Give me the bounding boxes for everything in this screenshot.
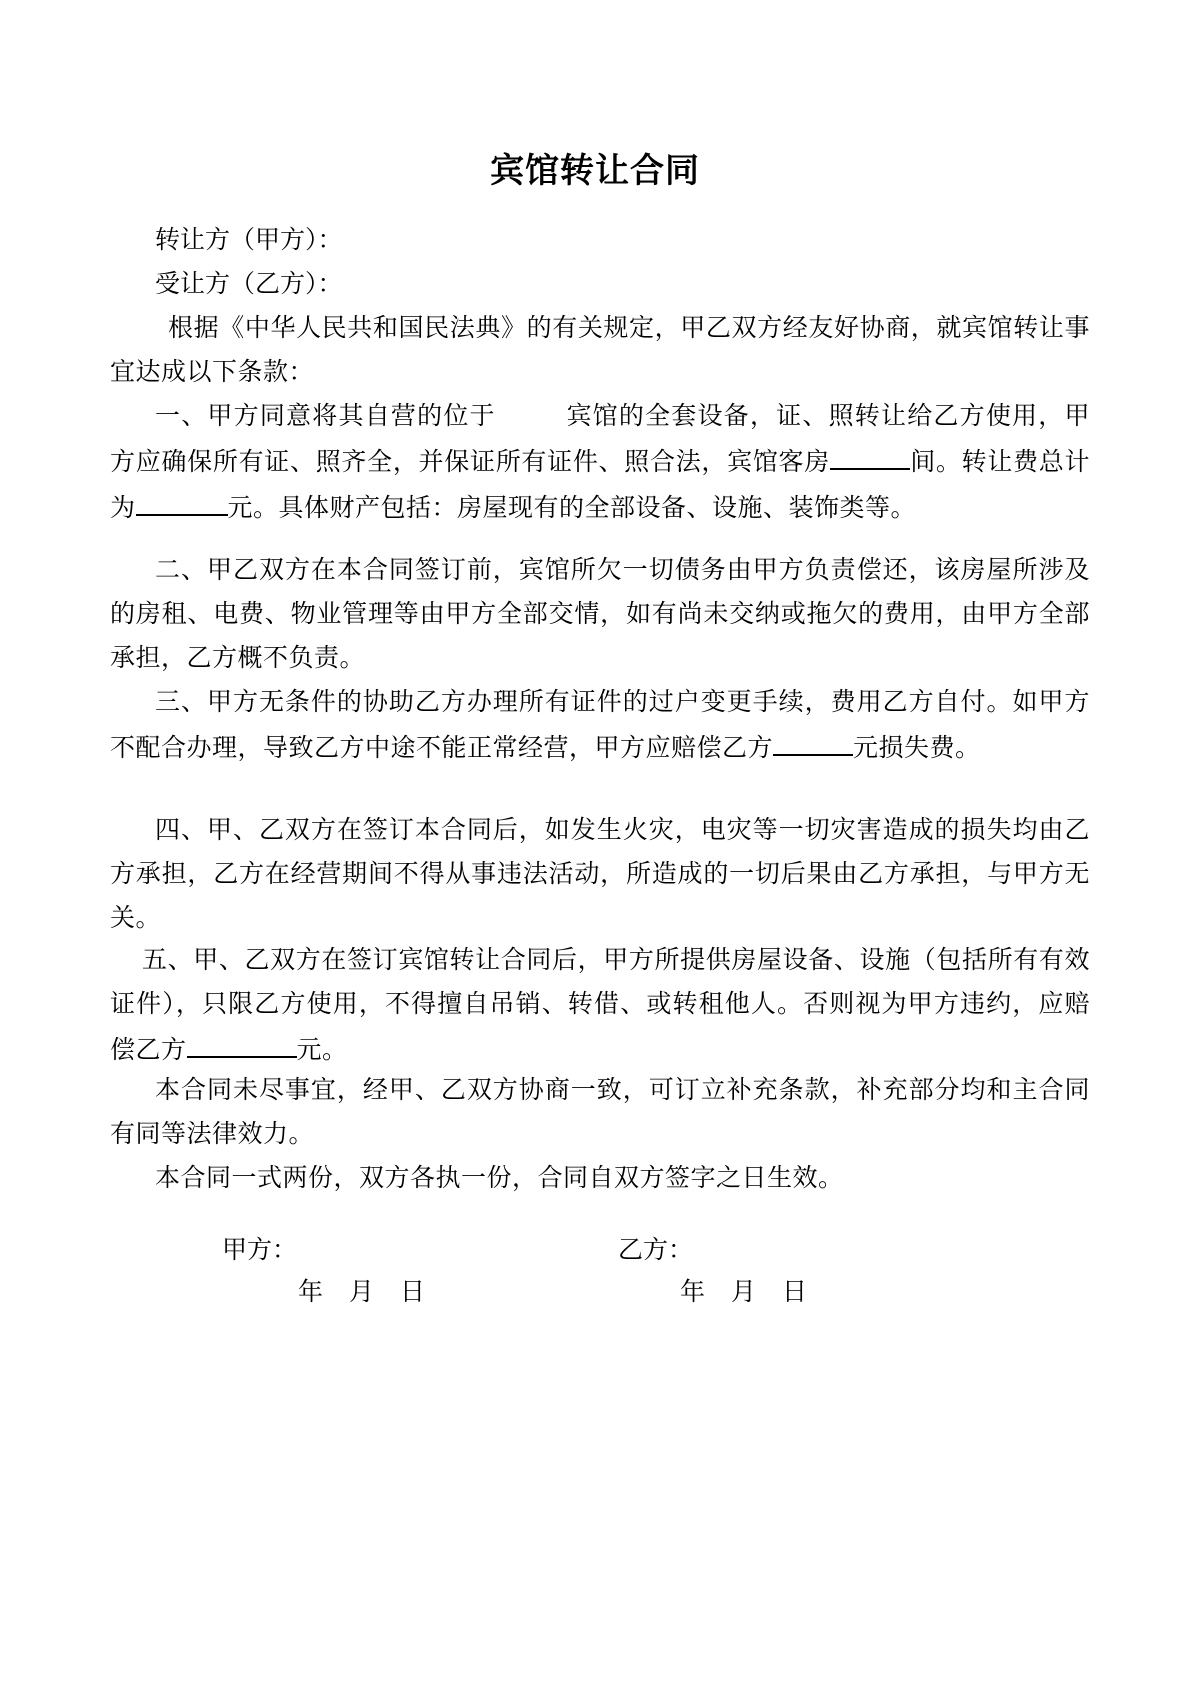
clause-3-part-b: 元损失费。	[853, 733, 981, 762]
clause-2-text: 二、甲乙双方在本合同签订前，宾馆所欠一切债务由甲方负责偿还，该房屋所涉及的房租、电费、物业管理等由甲方全部交情，如有尚未交纳或拖欠的费用，由甲方全部承担，乙方概不负责。	[110, 555, 1090, 672]
party-b-day: 日	[782, 1277, 808, 1306]
party-b-month: 月	[731, 1277, 757, 1306]
copies-paragraph	[110, 1156, 1090, 1200]
supplement-paragraph	[110, 1068, 1090, 1156]
clause-2-paragraph	[110, 548, 1090, 680]
clause-1-part-c: 间。转让费总计为	[110, 447, 1090, 522]
clause-5-part-a: 五、甲、乙双方在签订宾馆转让合同后，甲方所提供房屋设备、设施（包括所有有效证件），只限乙方使用，不得擅自吊销、转借、或转租他人。否则视为甲方违约，应赔偿乙方	[110, 945, 1090, 1064]
transferee-label: 受让方（乙方）：	[155, 269, 343, 298]
party-a-signature-label: 甲方：	[222, 1235, 298, 1264]
party-a-day: 日	[400, 1277, 426, 1306]
clause-5-paragraph	[110, 938, 1090, 1072]
copies-text: 本合同一式两份，双方各执一份，合同自双方签字之日生效。	[155, 1163, 844, 1192]
clause-5-part-b: 元。	[296, 1035, 348, 1064]
preamble-paragraph	[110, 306, 1090, 394]
clause-4-text: 四、甲、乙双方在签订本合同后，如发生火灾，电灾等一切灾害造成的损失均由乙方承担，乙方在经营期间不得从事违法活动，所造成的一切后果由乙方承担，与甲方无关。	[110, 815, 1090, 932]
page-title: 宾馆转让合同	[490, 151, 700, 191]
clause-1-part-d: 元。具体财产包括：房屋现有的全部设备、设施、装饰类等。	[227, 493, 917, 522]
party-a-date	[298, 1272, 425, 1308]
party-b-year: 年	[680, 1277, 706, 1306]
transferor-label: 转让方（甲方）：	[155, 225, 343, 254]
penalty-blank[interactable]	[187, 1026, 297, 1058]
clause-1-paragraph	[110, 394, 1090, 530]
supplement-text: 本合同未尽事宜，经甲、乙双方协商一致，可订立补充条款，补充部分均和主合同有同等法律效力。	[110, 1075, 1090, 1148]
party-a-year: 年	[298, 1277, 324, 1306]
fee-blank[interactable]	[136, 484, 228, 516]
clause-1-part-b: 宾馆的全套设备，证、照转让给乙方使用，甲方应确保所有证、照齐全，并保证所有证件、照合法，宾馆客房	[110, 401, 1090, 476]
clause-1-part-a: 一、甲方同意将其自营的位于	[155, 401, 496, 430]
rooms-blank[interactable]	[830, 438, 910, 470]
compensation-blank[interactable]	[773, 724, 853, 756]
clause-3-part-a: 三、甲方无条件的协助乙方办理所有证件的过户变更手续，费用乙方自付。如甲方不配合办理，导致乙方中途不能正常经营，甲方应赔偿乙方	[110, 687, 1090, 762]
party-b-signature-label: 乙方：	[618, 1235, 694, 1264]
party-a-month: 月	[349, 1277, 375, 1306]
clause-3-paragraph	[110, 680, 1090, 770]
clause-4-paragraph	[110, 808, 1090, 940]
preamble-text: 根据《中华人民共和国民法典》的有关规定，甲乙双方经友好协商，就宾馆转让事宜达成以下条款：	[110, 313, 1090, 386]
party-b-date	[680, 1272, 807, 1308]
